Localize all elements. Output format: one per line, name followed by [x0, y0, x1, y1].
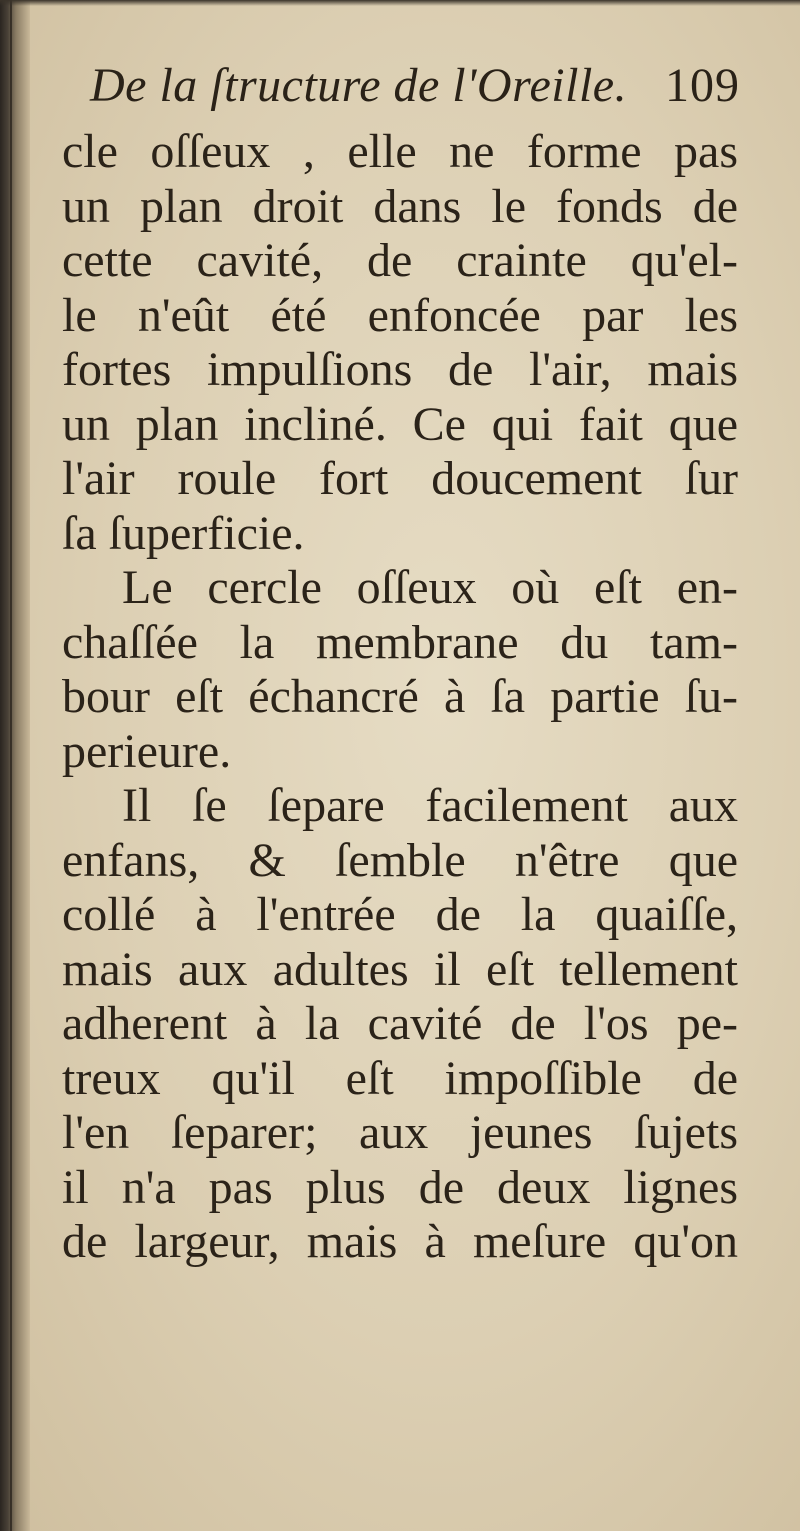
- text-line: un plan incliné. Ce qui fait que: [62, 397, 738, 451]
- gutter-shadow-line: [10, 0, 12, 1531]
- text-line: ſa ſuperficie.: [62, 506, 305, 560]
- text-line: adherent à la cavité de l'os pe-: [62, 997, 738, 1050]
- text-line: bour eſt échancré à ſa partie ſu-: [62, 670, 738, 723]
- text-line: Le cercle oſſeux où eſt en-: [122, 561, 738, 614]
- page-top-edge: [0, 0, 800, 6]
- text-line: cette cavité, de crainte qu'el-: [62, 234, 738, 287]
- text-line: un plan droit dans le fonds de: [62, 179, 738, 233]
- text-line: il n'a pas plus de deux lignes: [62, 1160, 738, 1214]
- text-line: fortes impulſions de l'air, mais: [62, 343, 738, 396]
- text-line: Il ſe ſepare facilement aux: [122, 779, 738, 832]
- text-line: l'air roule fort doucement ſur: [62, 452, 738, 505]
- text-line: perieure.: [62, 724, 232, 778]
- text-line: cle oſſeux , elle ne forme pas: [62, 125, 738, 178]
- page-number: 109: [665, 59, 740, 112]
- running-title: De la ſtructure de l'Oreille.: [90, 59, 628, 112]
- text-line: enfans, & ſemble n'être que: [62, 833, 738, 887]
- book-gutter: [0, 0, 30, 1531]
- body-text: [62, 125, 738, 1270]
- text-line: mais aux adultes il eſt tellement: [62, 942, 738, 996]
- text-line: l'en ſeparer; aux jeunes ſujets: [62, 1106, 738, 1159]
- text-line: de largeur, mais à meſure qu'on: [62, 1215, 738, 1268]
- text-line: le n'eût été enfoncée par les: [62, 288, 738, 342]
- text-line: treux qu'il eſt impoſſible de: [62, 1051, 738, 1105]
- text-line: chaſſée la membrane du tam-: [62, 615, 738, 669]
- text-line: collé à l'entrée de la quaiſſe,: [62, 888, 738, 941]
- running-head: [90, 58, 740, 128]
